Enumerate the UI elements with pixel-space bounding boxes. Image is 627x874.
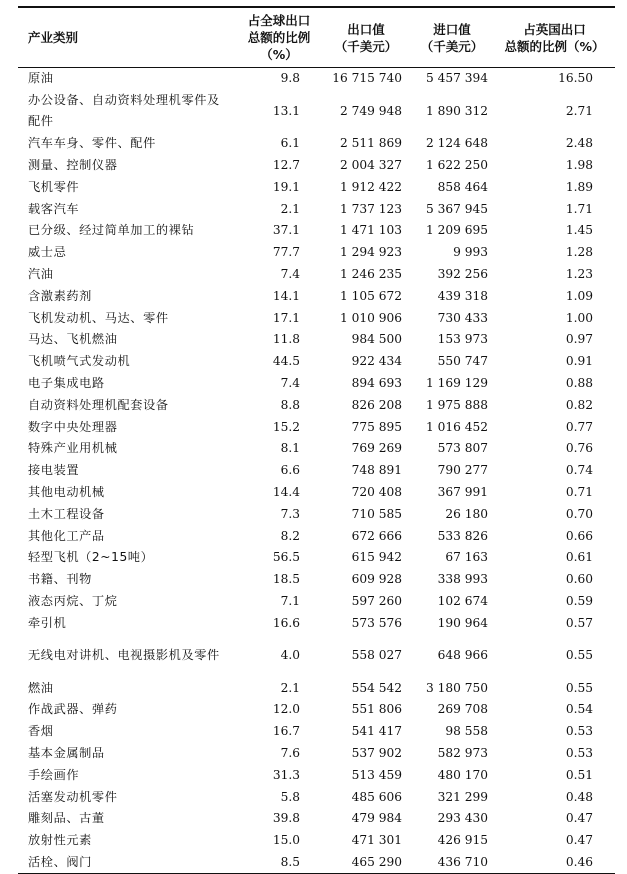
table-row [18, 634, 615, 677]
cell-category: 办公设备、自动资料处理机零件及配件 [28, 93, 220, 129]
table-row [18, 547, 615, 569]
cell-import-value: 582 973 [437, 745, 488, 760]
cell-global-share: 8.8 [280, 397, 300, 412]
cell-uk-share: 16.50 [558, 71, 593, 86]
cell-import-value: 1 890 312 [425, 103, 488, 118]
cell-import-value: 480 170 [437, 767, 488, 782]
cell-export-value: 597 260 [351, 593, 402, 608]
cell-import-value: 858 464 [437, 179, 488, 194]
cell-category: 土木工程设备 [28, 506, 105, 521]
cell-category: 作战武器、弹药 [28, 702, 118, 717]
cell-export-value: 826 208 [351, 397, 402, 412]
header-uk-share: 占英国出口 总额的比例（%） [494, 7, 615, 68]
cell-uk-share: 0.82 [565, 397, 593, 412]
cell-import-value: 2 124 648 [425, 136, 488, 151]
cell-category: 其他化工产品 [28, 528, 105, 543]
cell-uk-share: 0.91 [565, 354, 593, 369]
cell-import-value: 293 430 [437, 811, 488, 826]
cell-global-share: 39.8 [272, 811, 300, 826]
cell-category: 数字中央处理器 [28, 419, 118, 434]
header-row [18, 7, 615, 68]
table-row [18, 743, 615, 765]
cell-import-value: 1 209 695 [425, 223, 488, 238]
cell-global-share: 12.0 [272, 702, 300, 717]
cell-import-value: 367 991 [437, 484, 488, 499]
cell-uk-share: 1.09 [565, 288, 593, 303]
cell-uk-share: 1.00 [565, 310, 593, 325]
table-row [18, 786, 615, 808]
table-row [18, 242, 615, 264]
cell-import-value: 1 169 129 [425, 375, 488, 390]
cell-category: 其他电动机械 [28, 484, 105, 499]
table-row [18, 591, 615, 613]
cell-global-share: 9.8 [280, 71, 300, 86]
cell-import-value: 550 747 [437, 354, 488, 369]
cell-category: 书籍、刊物 [28, 572, 92, 587]
cell-category: 放射性元素 [28, 833, 92, 848]
cell-export-value: 471 301 [351, 833, 402, 848]
cell-uk-share: 0.60 [565, 572, 593, 587]
cell-category: 飞机喷气式发动机 [28, 354, 131, 369]
cell-global-share: 77.7 [272, 245, 300, 260]
cell-uk-share: 0.77 [565, 419, 593, 434]
table-row [18, 721, 615, 743]
cell-import-value: 98 558 [445, 724, 488, 739]
table-row [18, 569, 615, 591]
cell-import-value: 730 433 [437, 310, 488, 325]
cell-export-value: 1 010 906 [339, 310, 402, 325]
cell-category: 牵引机 [28, 615, 67, 630]
cell-uk-share: 1.89 [565, 179, 593, 194]
cell-global-share: 6.1 [280, 136, 300, 151]
cell-export-value: 1 912 422 [339, 179, 402, 194]
table-row [18, 394, 615, 416]
cell-import-value: 153 973 [437, 332, 488, 347]
cell-category: 基本金属制品 [28, 745, 105, 760]
cell-export-value: 513 459 [351, 767, 402, 782]
cell-global-share: 4.0 [280, 648, 300, 663]
cell-category: 已分级、经过简单加工的裸钻 [28, 223, 195, 238]
cell-category: 燃油 [28, 680, 54, 695]
cell-category: 原油 [28, 71, 54, 86]
cell-category: 手绘画作 [28, 767, 80, 782]
cell-uk-share: 0.74 [565, 463, 593, 478]
cell-uk-share: 0.71 [565, 484, 593, 499]
cell-export-value: 769 269 [351, 441, 402, 456]
cell-export-value: 984 500 [351, 332, 402, 347]
cell-uk-share: 1.23 [565, 266, 593, 281]
cell-global-share: 44.5 [272, 354, 300, 369]
cell-import-value: 1 622 250 [425, 157, 488, 172]
cell-import-value: 5 457 394 [425, 71, 488, 86]
cell-uk-share: 0.51 [565, 767, 593, 782]
cell-import-value: 338 993 [437, 572, 488, 587]
cell-uk-share: 0.47 [565, 811, 593, 826]
cell-import-value: 321 299 [437, 789, 488, 804]
cell-uk-share: 0.53 [565, 724, 593, 739]
cell-global-share: 14.4 [272, 484, 300, 499]
cell-export-value: 2 749 948 [339, 103, 402, 118]
table-row [18, 351, 615, 373]
cell-export-value: 1 737 123 [339, 201, 402, 216]
cell-import-value: 26 180 [445, 506, 488, 521]
cell-export-value: 1 105 672 [339, 288, 402, 303]
table-row [18, 503, 615, 525]
cell-category: 活塞发动机零件 [28, 789, 118, 804]
cell-uk-share: 1.45 [565, 223, 593, 238]
cell-import-value: 533 826 [437, 528, 488, 543]
cell-export-value: 609 928 [351, 572, 402, 587]
cell-uk-share: 1.71 [565, 201, 593, 216]
table-row [18, 373, 615, 395]
cell-import-value: 102 674 [437, 593, 488, 608]
cell-export-value: 894 693 [351, 375, 402, 390]
cell-uk-share: 1.28 [565, 245, 593, 260]
cell-import-value: 573 807 [437, 441, 488, 456]
cell-global-share: 15.0 [272, 833, 300, 848]
table-header [18, 7, 615, 68]
cell-export-value: 748 891 [351, 463, 402, 478]
cell-export-value: 537 902 [351, 745, 402, 760]
table-row [18, 830, 615, 852]
cell-category: 马达、飞机燃油 [28, 332, 118, 347]
cell-uk-share: 0.53 [565, 745, 593, 760]
cell-import-value: 190 964 [437, 615, 488, 630]
cell-export-value: 2 004 327 [339, 157, 402, 172]
cell-import-value: 67 163 [445, 550, 488, 565]
cell-global-share: 7.4 [280, 375, 300, 390]
cell-global-share: 12.7 [272, 157, 300, 172]
table-row [18, 90, 615, 133]
cell-global-share: 11.8 [272, 332, 300, 347]
table-row [18, 677, 615, 699]
cell-uk-share: 0.88 [565, 375, 593, 390]
cell-uk-share: 0.48 [565, 789, 593, 804]
cell-category: 活栓、阀门 [18, 852, 236, 874]
cell-uk-share: 0.61 [565, 550, 593, 565]
cell-export-value: 2 511 869 [339, 136, 402, 151]
cell-global-share: 5.8 [280, 789, 300, 804]
cell-export-value: 573 576 [351, 615, 402, 630]
cell-uk-share: 0.54 [565, 702, 593, 717]
cell-category: 接电装置 [28, 463, 80, 478]
cell-export-value: 465 290 [322, 852, 410, 874]
table-row [18, 133, 615, 155]
cell-uk-share: 1.98 [565, 157, 593, 172]
cell-uk-share: 0.55 [565, 680, 593, 695]
table-row [18, 264, 615, 286]
table-row [18, 220, 615, 242]
table-row [18, 416, 615, 438]
cell-uk-share: 2.71 [565, 103, 593, 118]
cell-uk-share: 0.76 [565, 441, 593, 456]
cell-uk-share: 2.48 [565, 136, 593, 151]
cell-global-share: 8.5 [236, 852, 322, 874]
cell-category: 自动资料处理机配套设备 [28, 397, 169, 412]
cell-global-share: 16.6 [272, 615, 300, 630]
cell-export-value: 775 895 [351, 419, 402, 434]
table-row [18, 482, 615, 504]
cell-global-share: 37.1 [272, 223, 300, 238]
cell-global-share: 8.2 [280, 528, 300, 543]
cell-uk-share: 0.57 [565, 615, 593, 630]
header-export-value: 出口值 （千美元） [322, 7, 410, 68]
cell-category: 测量、控制仪器 [28, 157, 118, 172]
cell-category: 飞机发动机、马达、零件 [28, 310, 169, 325]
table-row [18, 852, 615, 874]
cell-export-value: 922 434 [351, 354, 402, 369]
cell-global-share: 31.3 [272, 767, 300, 782]
cell-global-share: 6.6 [280, 463, 300, 478]
cell-global-share: 2.1 [280, 201, 300, 216]
cell-category: 香烟 [28, 724, 54, 739]
table-body [18, 68, 615, 874]
cell-global-share: 17.1 [272, 310, 300, 325]
cell-category: 电子集成电路 [28, 375, 105, 390]
cell-import-value: 439 318 [437, 288, 488, 303]
cell-uk-share: 0.66 [565, 528, 593, 543]
cell-category: 轻型飞机（2~15吨） [28, 550, 154, 565]
table-row [18, 438, 615, 460]
cell-import-value: 5 367 945 [425, 201, 488, 216]
cell-import-value: 392 256 [437, 266, 488, 281]
cell-category: 无线电对讲机、电视摄影机及零件 [28, 648, 220, 663]
cell-global-share: 7.1 [280, 593, 300, 608]
cell-import-value: 426 915 [437, 833, 488, 848]
cell-export-value: 615 942 [351, 550, 402, 565]
table-row [18, 699, 615, 721]
cell-global-share: 7.4 [280, 266, 300, 281]
cell-import-value: 436 710 [410, 852, 494, 874]
cell-category: 液态丙烷、丁烷 [28, 593, 118, 608]
cell-export-value: 710 585 [351, 506, 402, 521]
table-row [18, 155, 615, 177]
cell-category: 含激素药剂 [28, 288, 92, 303]
cell-category: 汽车车身、零件、配件 [28, 136, 156, 151]
table-row [18, 176, 615, 198]
cell-global-share: 56.5 [272, 550, 300, 565]
cell-global-share: 15.2 [272, 419, 300, 434]
table-row [18, 525, 615, 547]
cell-uk-share: 0.70 [565, 506, 593, 521]
cell-global-share: 13.1 [272, 103, 300, 118]
cell-import-value: 648 966 [437, 648, 488, 663]
header-global-share: 占全球出口 总额的比例（%） [236, 7, 322, 68]
cell-category: 威士忌 [28, 245, 67, 260]
cell-import-value: 790 277 [437, 463, 488, 478]
cell-import-value: 3 180 750 [425, 680, 488, 695]
table-row [18, 329, 615, 351]
cell-export-value: 558 027 [351, 648, 402, 663]
cell-global-share: 19.1 [272, 179, 300, 194]
cell-export-value: 672 666 [351, 528, 402, 543]
cell-uk-share: 0.55 [565, 648, 593, 663]
table-row [18, 764, 615, 786]
cell-export-value: 720 408 [351, 484, 402, 499]
header-import-value: 进口值 （千美元） [410, 7, 494, 68]
cell-category: 汽油 [28, 266, 54, 281]
cell-global-share: 14.1 [272, 288, 300, 303]
cell-global-share: 7.3 [280, 506, 300, 521]
cell-global-share: 18.5 [272, 572, 300, 587]
table-row [18, 198, 615, 220]
header-category: 产业类别 [18, 7, 236, 68]
table-row [18, 808, 615, 830]
table-row [18, 68, 615, 90]
cell-global-share: 7.6 [280, 745, 300, 760]
cell-uk-share: 0.59 [565, 593, 593, 608]
table-row [18, 285, 615, 307]
table-row [18, 307, 615, 329]
table-row [18, 460, 615, 482]
cell-export-value: 479 984 [351, 811, 402, 826]
cell-import-value: 9 993 [453, 245, 488, 260]
cell-export-value: 1 246 235 [339, 266, 402, 281]
cell-export-value: 1 294 923 [339, 245, 402, 260]
trade-table [18, 6, 615, 874]
cell-category: 特殊产业用机械 [28, 441, 118, 456]
cell-import-value: 1 975 888 [425, 397, 488, 412]
cell-category: 载客汽车 [28, 201, 80, 216]
cell-import-value: 269 708 [437, 702, 488, 717]
cell-uk-share: 0.46 [494, 852, 615, 874]
cell-export-value: 554 542 [351, 680, 402, 695]
cell-category: 雕刻品、古董 [28, 811, 105, 826]
table-row [18, 612, 615, 634]
cell-global-share: 2.1 [280, 680, 300, 695]
cell-export-value: 541 417 [351, 724, 402, 739]
cell-global-share: 16.7 [272, 724, 300, 739]
cell-export-value: 1 471 103 [339, 223, 402, 238]
cell-import-value: 1 016 452 [425, 419, 488, 434]
cell-uk-share: 0.47 [565, 833, 593, 848]
cell-export-value: 551 806 [351, 702, 402, 717]
cell-export-value: 485 606 [351, 789, 402, 804]
cell-export-value: 16 715 740 [332, 71, 402, 86]
cell-global-share: 8.1 [280, 441, 300, 456]
cell-uk-share: 0.97 [565, 332, 593, 347]
cell-category: 飞机零件 [28, 179, 80, 194]
